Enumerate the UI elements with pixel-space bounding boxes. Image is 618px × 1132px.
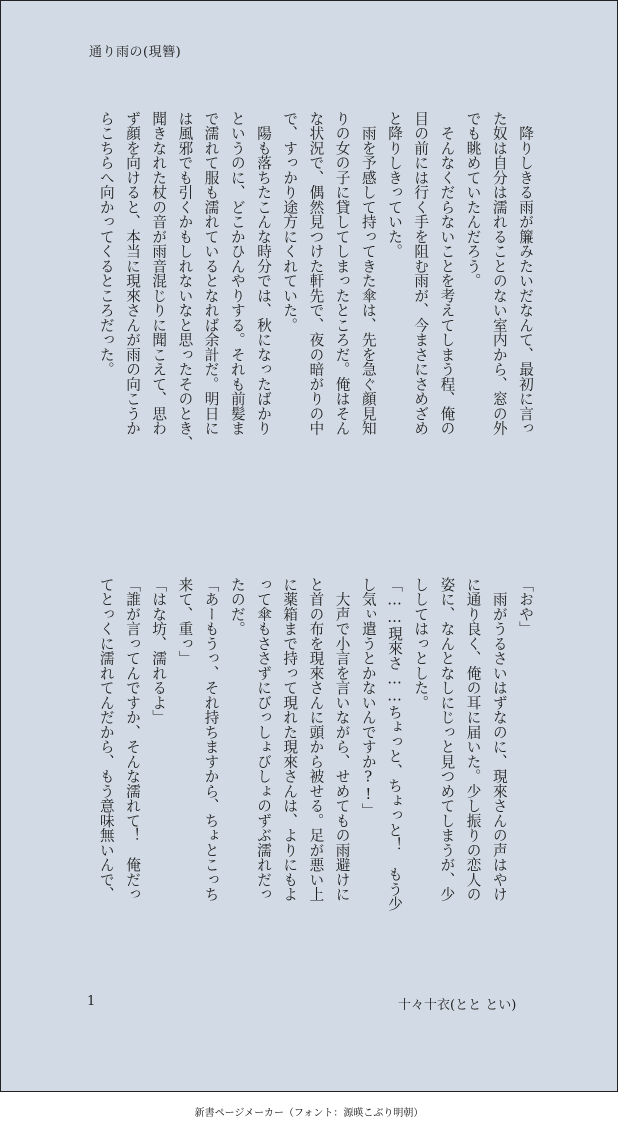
page-title: 通り雨の(現簪) [89,45,182,60]
text-column: で、すっかり途方にくれていた。 [281,111,299,333]
text-column: 「誰が言ってんですか、そんな濡れて！ 俺だっ [124,577,141,902]
text-column: 姿に、なんとなしにじっと見つめてしまうが、少 [438,577,456,902]
text-column: で濡れて服も濡れているとなれば余計だ。明日に [202,111,220,436]
text-column: 「はな坊、濡れるよ」 [150,577,168,725]
text-column: らこちらへ向かってくるところだった。 [97,111,115,377]
text-column: な状況で、偶然見つけた軒先で、夜の暗がりの中 [307,111,325,436]
text-column: たのだ。 [228,577,246,636]
text-column: に薬箱まで持って現れた現來さんは、よりにもよ [281,577,299,902]
text-column: 雨を予感して持ってきた傘は、先を急ぐ顔見知 [359,111,377,436]
text-column: って傘もささずにびっしょびしょのずぶ濡れだっ [255,577,272,902]
author-credit: 十々十衣(とと とい) [398,998,517,1013]
text-column: は風邪でも引くかもしれないなと思ったそのとき、 [176,111,194,451]
text-column: 陽も落ちたこんな時分では、秋になったばかり [255,111,272,436]
text-column: りの女の子に貸してしまったところだ。俺はそん [333,111,351,436]
generator-credit: 新書ページメーカー（フォント：源暎こぶり明朝） [194,1108,424,1119]
text-column: 降りしきる雨が簾みたいだなんて、最初に言っ [517,111,534,436]
page-number: 1 [87,994,96,1009]
text-column: ず顔を向けると、本当に現來さんが雨の向こうか [124,111,141,436]
text-column: 来て、重っ」 [176,577,194,666]
text-column: と首の布を現來さんに頭から被せる。足が悪い上 [307,577,325,902]
text-column: 目の前には行く手を阻む雨が、今まさにさめざめ [412,111,430,436]
text-column: 「あーもうっ、それ持ちますから、ちょとこっち [202,577,220,902]
text-column: し気ぃ遣うとかないんですか?!」 [359,577,377,818]
text-column: でも眺めていたんだろう。 [464,111,482,288]
text-column: てとっくに濡れてんだから、もう意味無いんで、 [97,577,115,902]
text-column: 「……現來さ……ちょっと、ちょっと！ もう少 [386,577,403,912]
text-column: た奴は自分は濡れることのない室内から、窓の外 [490,111,508,436]
text-column: に通り良く、俺の耳に届いた。少し振りの恋人の [464,577,482,902]
text-column: というのに、どこかひんやりする。それも前髪ま [228,111,246,436]
text-column: ししてはっとした。 [412,577,430,710]
text-column: 雨がうるさいはずなのに、現來さんの声はやけ [490,577,508,902]
text-column: 聞きなれた杖の音が雨音混じりに聞こえて、思わ [150,111,168,436]
text-column: そんなくだらないことを考えてしまう程、俺の [438,111,456,436]
text-column: と降りしきっていた。 [386,111,403,259]
text-column: 大声で小言を言いながら、せめてもの雨避けに [333,577,351,902]
text-column: 「おや」 [517,577,534,636]
